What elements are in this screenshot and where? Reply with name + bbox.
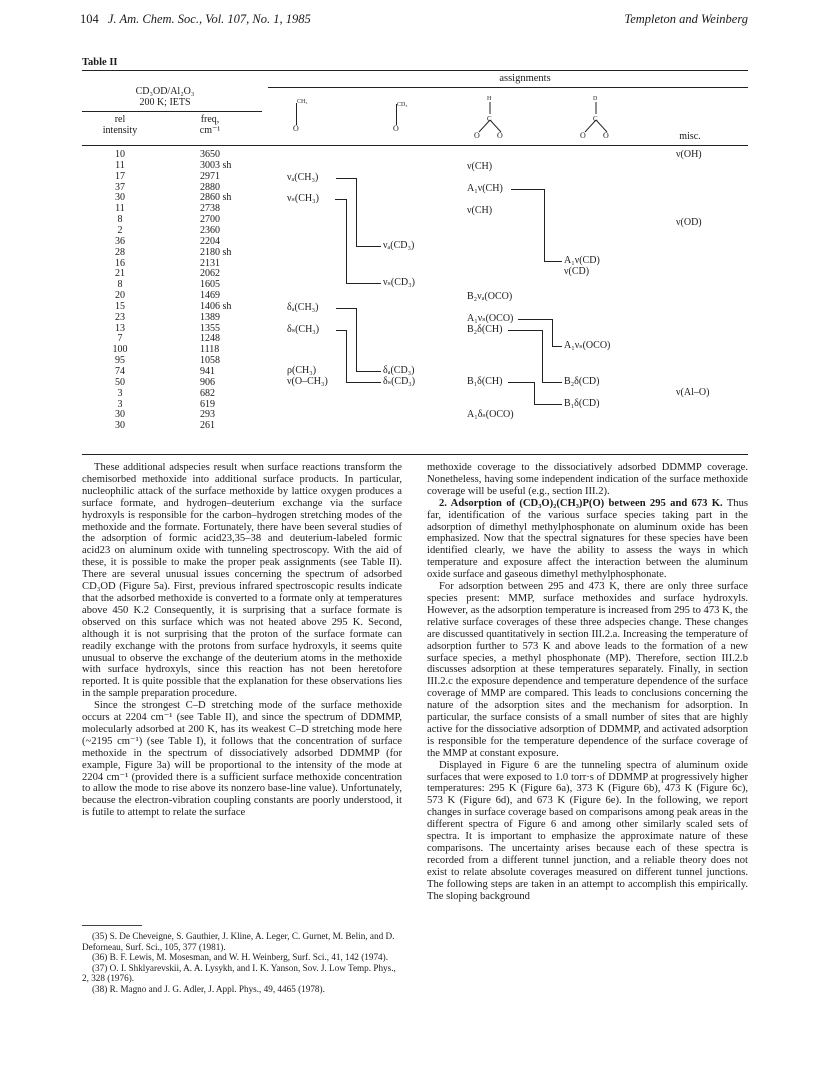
- col-freq-line1: freq,: [200, 114, 220, 125]
- paragraph-adspecies: These additional adspecies result when surface reactions transform the chemisorbed methoxide into additional surface products. In particular, nucleophilic attack of the surface methoxide by lattice oxygen produces a surface formate, and hydrogen–deuterium exchange via the surface hydroxyls is responsible for the carbon–hydrogen stretching modes of the methoxide and the formate. Fortunately, there have been several studies of the adsorption of formic acid23,35–38 and deuterium-labeled formic acid23 on aluminum oxide with tunneling spectroscopy. With the aid of these, it is possible to make the proper peak assignments (see Table II). There are several unusual issues concerning the spectrum of adsorbed CD₃OD (Figure 5a). First, previous infrared spectroscopic results indicate that the adsorbed methoxide is converted to a formate only at temperatures above 450 K.2 Consequently, it is surprising that a surface formate is observed on this surface which was not heated above 295 K. Second, although it is not surprising that the proton of the surface formate can readily exchange with the protons from surface hydroxyls, it seems quite unusual to observe the exchange of the deuterium atoms in the methoxide with surface hydroxyls, since this reaction has not been heretofore reported. It is quite possible that the explanation for these observations lies in the sample preparation procedure.: [82, 462, 402, 700]
- assign-b2va-oco: B₂νₐ(OCO): [467, 291, 513, 302]
- page-number: 104: [80, 12, 99, 26]
- formate-d-carbon: C: [593, 115, 598, 123]
- cell-frequency: 2880: [200, 181, 220, 193]
- cell-rel-intensity: 36: [115, 235, 125, 247]
- cell-rel-intensity: 21: [115, 268, 125, 280]
- cell-rel-intensity: 20: [115, 290, 125, 302]
- assign-v-ch-1: ν(CH): [467, 161, 493, 172]
- cell-frequency: 2700: [200, 214, 220, 226]
- assignments-rule: [268, 87, 748, 88]
- formate-d-oxygen-1: O: [580, 131, 586, 140]
- assign-b2d-ch: B₂δ(CH): [467, 324, 503, 335]
- footnotes: [82, 931, 402, 995]
- col-rel-line1: rel: [114, 114, 126, 125]
- cell-rel-intensity: 15: [115, 300, 125, 312]
- formate-h-label: H: [487, 96, 492, 102]
- assign-v-alo: ν(Al–O): [676, 387, 710, 398]
- cell-rel-intensity: 30: [115, 409, 125, 421]
- cell-frequency: 2971: [200, 170, 220, 182]
- cell-frequency: 1355: [200, 322, 220, 334]
- footnote-38: (38) R. Magno and J. G. Adler, J. Appl. Phys., 49, 4465 (1978).: [92, 983, 325, 994]
- assign-ds-cd3: δₛ(CD₃): [383, 376, 416, 387]
- footnote-35: (35) S. De Cheveigne, S. Gauthier, J. Kline, A. Leger, C. Gurnet, M. Belin, and D. Deforneau, Surf. Sci., 105, 377 (1981).: [82, 931, 395, 952]
- assignments-heading: assignments: [499, 73, 551, 84]
- formate-d-oxygen-2: O: [603, 131, 609, 140]
- cell-rel-intensity: 23: [115, 311, 125, 323]
- cell-frequency: 619: [200, 398, 215, 410]
- cell-rel-intensity: 37: [115, 181, 125, 193]
- cell-rel-intensity: 2: [117, 224, 123, 236]
- cell-rel-intensity: 28: [115, 246, 125, 258]
- cell-rel-intensity: 11: [115, 159, 125, 171]
- cell-rel-intensity: 50: [115, 376, 125, 388]
- assign-a1v-ch: A₁ν(CH): [467, 183, 503, 194]
- cell-rel-intensity: 11: [115, 203, 125, 215]
- paragraph-section-2: 2. Adsorption of (CD₃O)₂(CH₃)P(O) between 295 and 673 K. Thus far, identification of the various surface species taking part in the adsorption of dimethyl methylphosphonate on aluminum oxide has been emphasized. Now that the spectral signatures for these species have been identified clearly, we have the ability to assess the ways in which temperature and exposure affect the interaction between the aluminum oxide surface and gaseous dimethyl methylphosphonate.: [427, 497, 748, 581]
- cell-frequency: 906: [200, 376, 215, 388]
- assign-b2d-cd: B₂δ(CD): [564, 376, 600, 387]
- cell-frequency: 2180 sh: [200, 246, 232, 258]
- cell-rel-intensity: 7: [117, 333, 123, 345]
- paragraph-295-473: For adsorption between 295 and 473 K, there are only three surface species present: MMP, surface methoxides and surface hydroxyls. However, as the adsorption temperature is increased from 295 to 473 K, the relative surface coverages of these three adspecies change. These changes are discussed quantitatively in section III.2.a. Increasing the temperature of adsorption further to 573 K and above leads to the formation of a new surface species, a methyl phosphonate (MP). Therefore, section III.2.b discusses adsorption at these temperatures separately. Finally, in section III.2.c the exposure dependence and temperature dependence of the surface coverage of MMP are compared. This leads to conclusions concerning the nature of the adsorption sites and the mechanism for adsorption. In particular, the surface consists of a small number of sites that are highly active for the dissociative adsorption of DDMMP, and activated adsorption is responsible for the temperature dependence of the surface coverage of the MMP at constant exposure.: [427, 581, 748, 759]
- cell-rel-intensity: 8: [117, 214, 123, 226]
- cell-rel-intensity: 16: [115, 257, 125, 269]
- assign-a1ds-oco: A₁δₛ(OCO): [467, 409, 514, 420]
- journal-citation: J. Am. Chem. Soc., Vol. 107, No. 1, 1985: [107, 12, 311, 26]
- running-authors: Templeton and Weinberg: [624, 12, 748, 26]
- formate-h-oxygen-1: O: [474, 131, 480, 140]
- assign-da-ch3: δₐ(CH₃): [287, 302, 319, 313]
- cell-frequency: 2360: [200, 224, 220, 236]
- assign-v-ch-2: ν(CH): [467, 205, 493, 216]
- cell-frequency: 1118: [200, 344, 220, 356]
- cell-frequency: 1605: [200, 279, 220, 291]
- cell-frequency: 261: [200, 420, 215, 432]
- assign-va-ch3: νₐ(CH₃): [287, 172, 319, 183]
- cell-rel-intensity: 30: [115, 192, 125, 204]
- assign-va-cd3: νₐ(CD₃): [383, 240, 415, 251]
- cell-rel-intensity: 8: [117, 279, 123, 291]
- cell-frequency: 941: [200, 366, 215, 377]
- footnote-36: (36) B. F. Lewis, M. Mosesman, and W. H. Weinberg, Surf. Sci., 41, 142 (1974).: [92, 952, 388, 963]
- assign-v-od: ν(OD): [676, 217, 702, 228]
- cell-rel-intensity: 3: [117, 387, 123, 399]
- assign-v-oh: ν(OH): [676, 149, 702, 160]
- formate-d-label: D: [593, 96, 598, 102]
- paragraph-figure-6: Displayed in Figure 6 are the tunneling spectra of aluminum oxide surfaces that were exposed to 1.0 torr·s of DDMMP at progressively higher temperatures: 295 K (Figure 6a), 373 K (Figure 6b), 473 K (Figure 6c), 573 K (Figure 6d), and 673 K (Figure 6e). In the following, we report changes in surface coverage based on comparisons among peak areas in the different spectra of Figure 6 and among other similarly scaled sets of spectra. It is important to emphasize the approximate nature of these comparisons. The uncertainty arises because each of these spectra is recorded from a different tunnel junction, and a reliable theory does not exist to relate absolute coverages measured on different tunnel junctions. The following steps are taken in an attempt to accomplish this empirically. The sloping background: [427, 759, 748, 902]
- cell-frequency: 1058: [200, 355, 220, 367]
- col-freq-line2: cm⁻¹: [199, 125, 221, 136]
- assign-vs-cd3: νₛ(CD₃): [383, 277, 415, 288]
- assign-b1d-ch: B₁δ(CH): [467, 376, 503, 387]
- cell-rel-intensity: 3: [117, 398, 123, 410]
- cell-frequency: 2738: [200, 203, 220, 215]
- paragraph-cd-stretch: Since the strongest C–D stretching mode of the surface methoxide occurs at 2204 cm⁻¹ (see Table II), and since the spectrum of DDMMP, molecularly adsorbed at 200 K, has its weakest C–D stretching mode here (~2195 cm⁻¹) (see Table I), it follows that the concentration of surface methoxide in the spectrum of dissociatively adsorbed DDMMP (for example, Figure 3a) will be proportional to the intensity of the mode at 2204 cm⁻¹ (provided there is a sufficient surface methoxide concentration to allow the mode to rise above its nonzero base-line value). Unfortunately, because the electron-vibration coupling constants are poorly understood, it is futile to attempt to relate the surface: [82, 700, 402, 819]
- cell-rel-intensity: 74: [115, 366, 125, 377]
- cell-frequency: 3003 sh: [200, 159, 232, 171]
- assign-ds-ch3: δₛ(CH₃): [287, 324, 320, 335]
- assign-v-cd: ν(CD): [564, 266, 590, 277]
- cell-frequency: 1406 sh: [200, 300, 232, 312]
- cell-frequency: 1389: [200, 311, 220, 323]
- left-column: [82, 462, 402, 819]
- cell-frequency: 3650: [200, 149, 220, 160]
- formate-h-oxygen-2: O: [497, 131, 503, 140]
- paragraph-coverage: methoxide coverage to the dissociatively adsorbed DDMMP coverage. Nonetheless, having some independent indication of the surface methoxide coverage will be useful (e.g., section III.2).: [427, 462, 748, 497]
- footnote-37: (37) O. I. Shklyarevskii, A. A. Lysykh, and I. K. Yanson, Sov. J. Low Temp. Phys., 2, 328 (1976).: [82, 962, 396, 984]
- cell-rel-intensity: 10: [115, 149, 125, 160]
- assign-da-cd3: δₐ(CD₃): [383, 365, 415, 376]
- cell-rel-intensity: 13: [115, 322, 125, 334]
- assign-a1vs-oco-d: A₁νₛ(OCO): [564, 340, 611, 351]
- cell-frequency: 682: [200, 387, 215, 399]
- footnote-rule: [82, 925, 142, 926]
- methoxy-cd3-structure-icon: CD₃ O: [393, 102, 408, 133]
- section-heading: 2. Adsorption of (CD₃O)₂(CH₃)P(O) between 295 and 673 K.: [439, 497, 723, 509]
- right-column: [427, 462, 748, 903]
- header-bottom-rule: [82, 145, 748, 146]
- sample-rule: [82, 111, 262, 112]
- cell-frequency: 2204: [200, 235, 220, 247]
- cell-rel-intensity: 100: [112, 344, 128, 356]
- cell-frequency: 2062: [200, 268, 220, 280]
- cell-rel-intensity: 30: [115, 420, 125, 432]
- running-header: [80, 12, 748, 32]
- col-rel-line2: intensity: [102, 125, 138, 136]
- assign-a1v-cd: A₁ν(CD): [564, 255, 600, 266]
- table-caption: Table II: [82, 57, 118, 68]
- cell-frequency: 1469: [200, 290, 220, 302]
- assign-vs-ch3: νₛ(CH₃): [287, 193, 319, 204]
- table-bottom-rule: [82, 454, 748, 455]
- cell-rel-intensity: 95: [115, 355, 125, 367]
- assign-a1vs-oco: A₁νₛ(OCO): [467, 313, 514, 324]
- assign-v-och3: ν(O–CH₃): [287, 376, 328, 387]
- methoxy-ch3-structure-icon: CH₃ O: [293, 99, 308, 133]
- assign-rho-ch3: ρ(CH₃): [287, 365, 317, 376]
- col-misc: misc.: [679, 131, 701, 142]
- table-top-rule: [82, 70, 748, 71]
- cell-rel-intensity: 17: [115, 170, 125, 182]
- cell-frequency: 2131: [200, 257, 220, 269]
- cell-frequency: 2860 sh: [200, 192, 232, 204]
- cell-frequency: 1248: [200, 333, 220, 345]
- sample-label-2: 200 K; IETS: [139, 97, 191, 108]
- formate-h-carbon: C: [487, 115, 492, 123]
- sample-label-1: CD₃OD/Al₂O₃: [135, 86, 195, 97]
- cell-frequency: 293: [200, 409, 215, 421]
- assign-b1d-cd: B₁δ(CD): [564, 398, 600, 409]
